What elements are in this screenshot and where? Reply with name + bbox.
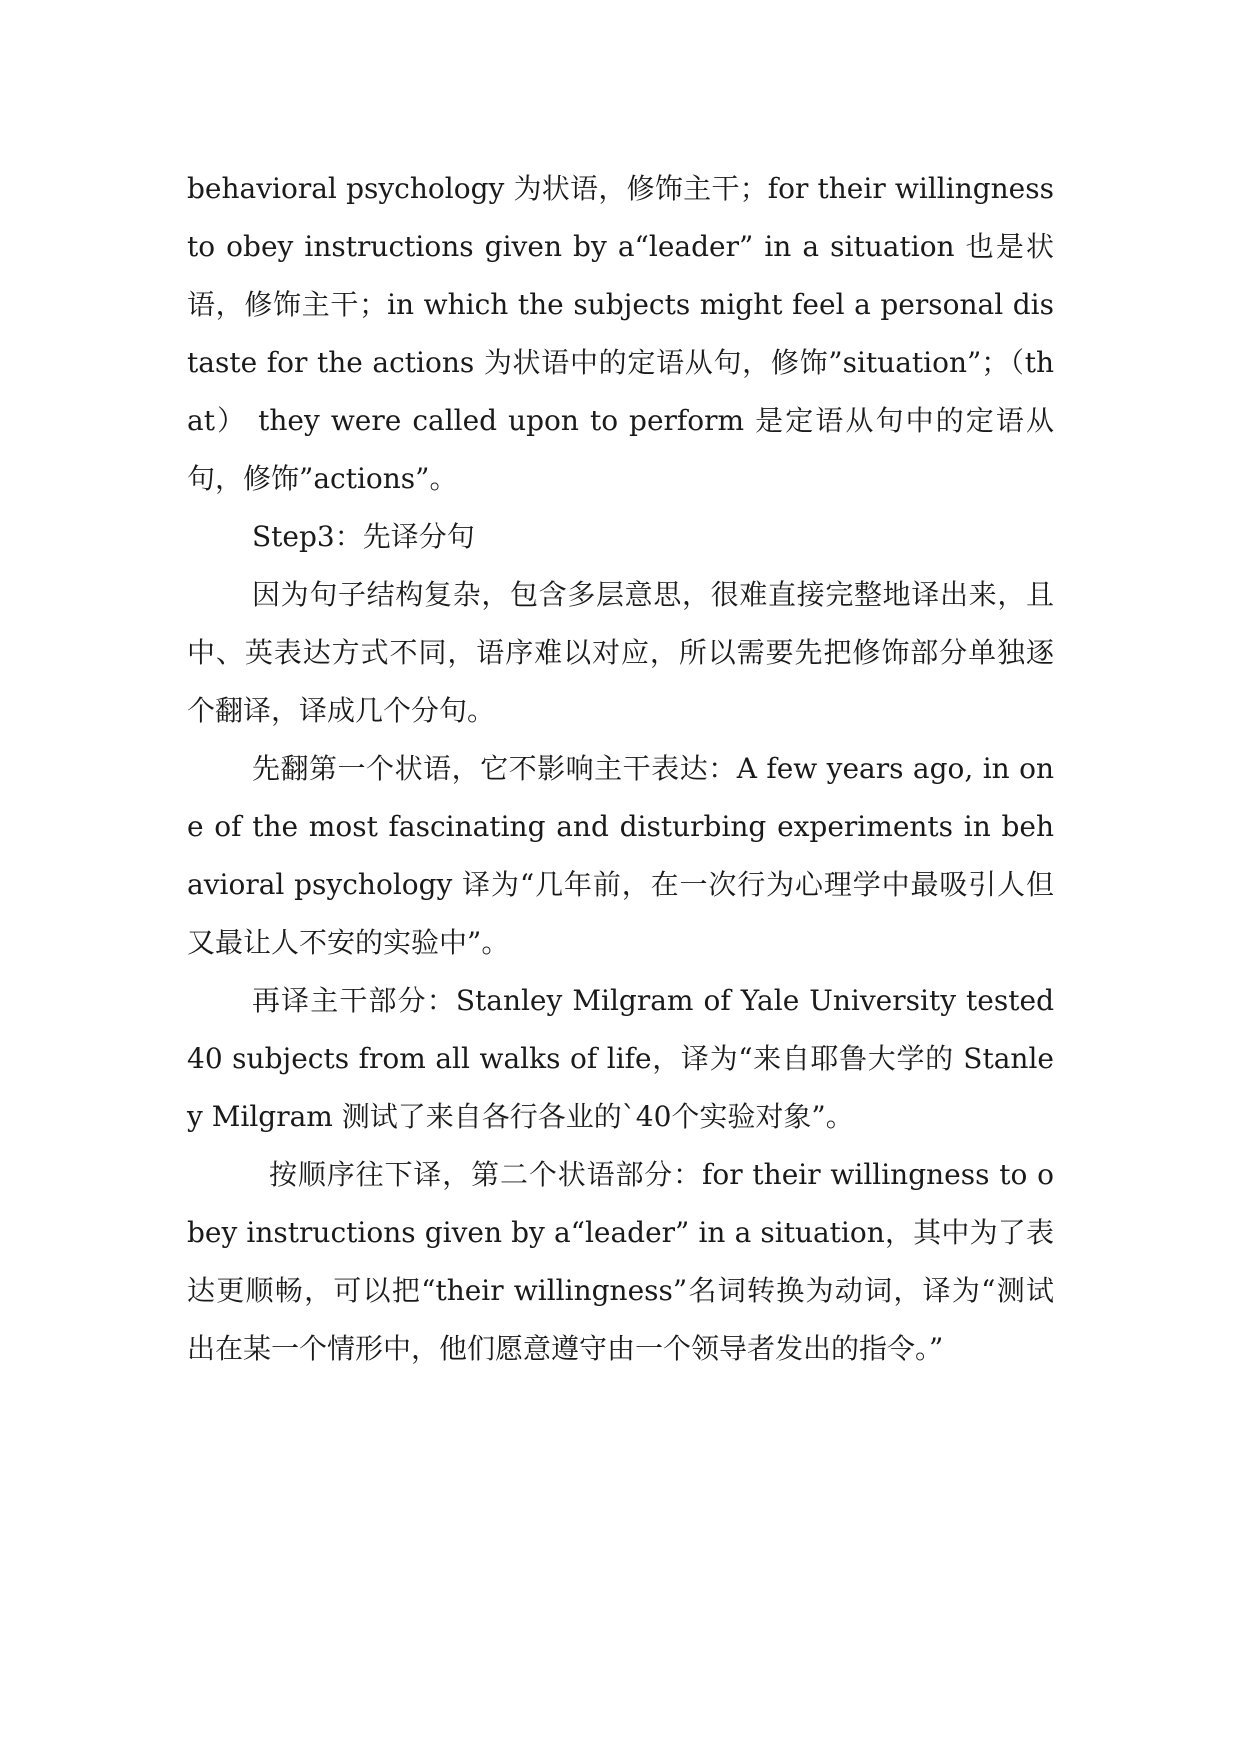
- paragraph-step3-heading: Step3：先译分句: [252, 520, 475, 553]
- document-body: [187, 160, 1054, 1378]
- paragraph-first-adverbial: 先翻第一个状语，它不影响主干表达：A few years ago, in one of the most fascinating and disturbing experiments in behavioral psychology 译为“几年前，在一次行为心理学中最吸引人但又最让人不安的实验中”。: [187, 752, 1054, 959]
- paragraph-sentence-analysis: behavioral psychology 为状语，修饰主干；for their willingness to obey instructions given by a“leader” in a situation 也是状语，修饰主干；in which the subjects might feel a personal distaste for the actions 为状语中的定语从句，修饰”situation”；（that） they were called upon to perform 是定语从句中的定语从句，修饰”actions”。: [187, 172, 1054, 495]
- paragraph-reason: 因为句子结构复杂，包含多层意思，很难直接完整地译出来，且中、英表达方式不同，语序难以对应，所以需要先把修饰部分单独逐个翻译，译成几个分句。: [187, 578, 1054, 727]
- paragraph-second-adverbial: 按顺序往下译，第二个状语部分：for their willingness to obey instructions given by a“leader” in a situation，其中为了表达更顺畅，可以把“their willingness”名词转换为动词，译为“测试出在某一个情形中，他们愿意遵守由一个领导者发出的指令。”: [187, 1158, 1054, 1365]
- paragraph-main-clause: 再译主干部分：Stanley Milgram of Yale University tested 40 subjects from all walks of life，译为“来自耶鲁大学的 Stanley Milgram 测试了来自各行各业的`40个实验对象”。: [187, 984, 1054, 1133]
